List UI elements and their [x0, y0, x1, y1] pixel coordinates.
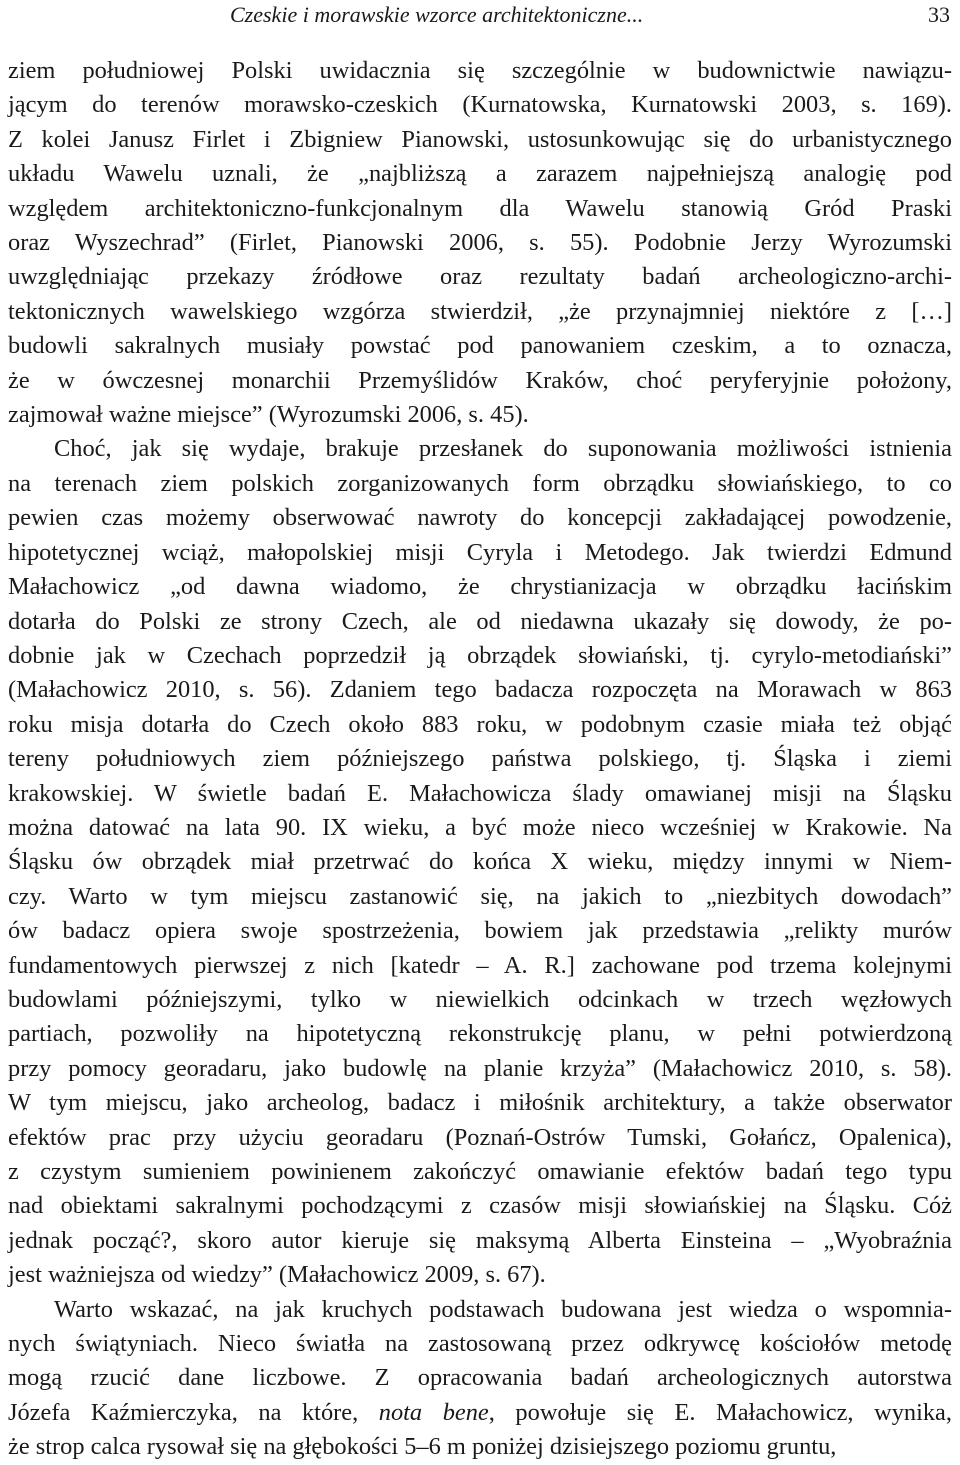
text-line: hipotetycznej wciąż, małopolskiej misji Cyryla i Metodego. Jak twierdzi Edmund — [8, 538, 952, 566]
text-line: uwzględniając przekazy źródłowe oraz rezultaty badań archeologiczno-archi- — [8, 263, 952, 291]
text-line: tektonicznych wawelskiego wzgórza stwierdził, „że przynajmniej niektóre z […] — [8, 297, 952, 325]
text-line: układu Wawelu uznali, że „najbliższą a zarazem najpełniejszą analogię pod — [8, 160, 952, 188]
running-title: Czeskie i morawskie wzorce architektoniczne... — [230, 2, 644, 27]
text-line: fundamentowych pierwszej z nich [katedr – A. R.] zachowane pod trzema kolejnymi — [8, 951, 952, 979]
text-line: z czystym sumieniem powinienem zakończyć omawianie efektów badań tego typu — [8, 1158, 952, 1185]
text-line: ów badacz opiera swoje spostrzeżenia, bowiem jak przedstawia „relikty murów — [8, 917, 952, 945]
text-line: na terenach ziem polskich zorganizowanych form obrządku słowiańskiego, to co — [8, 469, 952, 497]
paragraph — [8, 432, 952, 1292]
page-number: 33 — [928, 2, 950, 27]
text-line: jącym do terenów morawsko-czeskich (Kurnatowska, Kurnatowski 2003, s. 169). — [8, 91, 952, 119]
text-line: efektów prac przy użyciu georadaru (Poznań-Ostrów Tumski, Gołańcz, Opalenica), — [8, 1123, 952, 1151]
text-line: dotarła do Polski ze strony Czech, ale od niedawna ukazały się dowody, że po- — [8, 607, 952, 635]
text-line: (Małachowicz 2010, s. 56). Zdaniem tego badacza rozpoczęta na Morawach w 863 — [8, 676, 952, 704]
text-line: budowli sakralnych musiały powstać pod panowaniem czeskim, a to oznacza, — [8, 332, 952, 360]
text-line: względem architektoniczno-funkcjonalnym dla Wawelu stanowią Gród Praski — [8, 194, 952, 222]
text-line: przy pomocy georadaru, jako budowlę na planie krzyża” (Małachowicz 2010, s. 58). — [8, 1054, 952, 1082]
text-line: czy. Warto w tym miejscu zastanowić się, na jakich to „niezbitych dowodach” — [8, 882, 952, 910]
body-text — [8, 54, 952, 1465]
text-line: oraz Wyszechrad” (Firlet, Pianowski 2006, s. 55). Podobnie Jerzy Wyrozumski — [8, 229, 952, 257]
text-line: że strop calca rysował się na głębokości 5–6 m poniżej dzisiejszego poziomu gruntu, — [8, 1433, 837, 1461]
text-line: Choć, jak się wydaje, brakuje przesłanek do suponowania możliwości istnienia — [54, 435, 952, 463]
text-line: zajmował ważne miejsce” (Wyrozumski 2006, s. 45). — [8, 401, 529, 429]
text-line: tereny południowych ziem późniejszego państwa polskiego, tj. Śląska i ziemi — [8, 745, 952, 773]
text-line: roku misja dotarła do Czech około 883 roku, w podobnym czasie miała też objąć — [8, 710, 952, 738]
text-line: nad obiektami sakralnymi pochodzącymi z czasów misji słowiańskiej na Śląsku. Cóż — [8, 1192, 952, 1220]
text-line: jednak począć?, skoro autor kieruje się maksymą Alberta Einsteina – „Wyobraźnia — [8, 1226, 952, 1254]
paragraph — [8, 54, 952, 432]
text-line: W tym miejscu, jako archeolog, badacz i miłośnik architektury, a także obserwator — [8, 1089, 952, 1117]
text-line: pewien czas możemy obserwować nawroty do koncepcji zakładającej powodzenie, — [8, 504, 952, 532]
text-line: mogą rzucić dane liczbowe. Z opracowania badań archeologicznych autorstwa — [8, 1364, 952, 1392]
paragraph — [8, 1293, 952, 1465]
text-line: że w ówczesnej monarchii Przemyślidów Kraków, choć peryferyjnie położony, — [8, 366, 952, 394]
book-page — [8, 0, 952, 1465]
text-line: krakowskiej. W świetle badań E. Małachowicza ślady omawianej misji na Śląsku — [8, 779, 952, 807]
text-line: partiach, pozwoliły na hipotetyczną rekonstrukcję planu, w pełni potwierdzoną — [8, 1020, 952, 1048]
italic-phrase: nota bene — [378, 1398, 489, 1426]
text-line: Warto wskazać, na jak kruchych podstawach budowana jest wiedza o wspomnia- — [54, 1295, 952, 1323]
text-line: ziem południowej Polski uwidacznia się szczególnie w budownictwie nawiązu- — [8, 57, 952, 84]
text-line: nych świątyniach. Nieco światła na zastosowaną przez odkrywcę kościołów metodę — [8, 1330, 952, 1358]
text-line: Józefa Kaźmierczyka, na które, nota bene, powołuje się E. Małachowicz, wynika, — [8, 1398, 952, 1426]
text-line: dobnie jak w Czechach poprzedził ją obrządek słowiański, tj. cyrylo-metodiański” — [8, 641, 952, 669]
text-line: budowlami późniejszymi, tylko w niewielkich odcinkach w trzech węzłowych — [8, 985, 952, 1013]
text-line: Śląsku ów obrządek miał przetrwać do końca X wieku, między innymi w Niem- — [8, 848, 952, 876]
text-line: Małachowicz „od dawna wiadomo, że chrystianizacja w obrządku łacińskim — [8, 573, 952, 601]
running-header — [8, 0, 952, 30]
text-line: jest ważniejsza od wiedzy” (Małachowicz 2009, s. 67). — [8, 1261, 546, 1289]
text-line: można datować na lata 90. IX wieku, a być może nieco wcześniej w Krakowie. Na — [8, 813, 952, 841]
text-line: Z kolei Janusz Firlet i Zbigniew Pianowski, ustosunkowując się do urbanistycznego — [8, 125, 952, 153]
